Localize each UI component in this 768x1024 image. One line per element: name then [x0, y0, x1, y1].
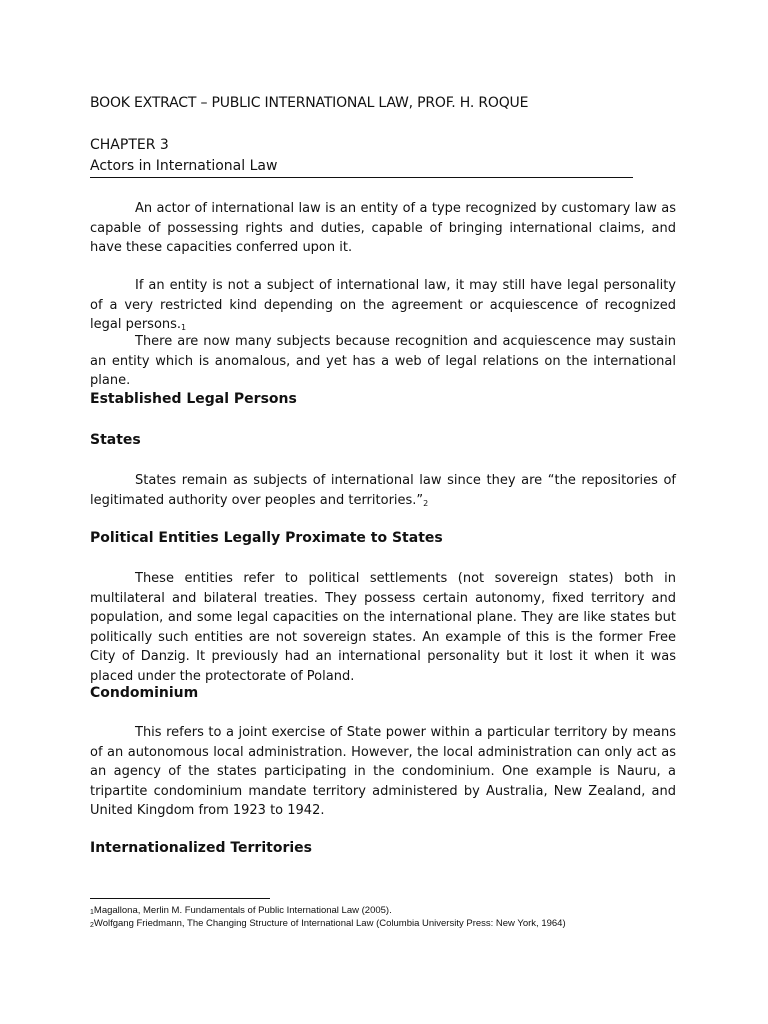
intro-paragraph-2 [90, 276, 676, 336]
political-entities-paragraph-text: These entities refer to political settlements (not sovereign states) both in multilateral and bilateral treaties. They possess certain autonomy, fixed territory and population, and some legal capacities on the international plane. They are like states but politically such entities are not sovereign states. An example of this is the former Free City of Danzig. It previously had an international personality but it lost it when it was placed under the protectorate of Poland. [90, 571, 676, 684]
section-heading-established: Established Legal Persons [90, 391, 297, 407]
states-paragraph-text: States remain as subjects of international law since they are “the repositories of legitimated authority over peoples and territories.” [90, 473, 676, 508]
chapter-title: Actors in International Law [90, 158, 633, 178]
section-heading-condominium: Condominium [90, 685, 199, 701]
intro-paragraph-1 [90, 199, 676, 258]
condominium-paragraph-text: This refers to a joint exercise of State power within a particular territory by means of an autonomous local administration. However, the local administration can only act as an agency of the states participating in the condominium. One example is Nauru, a tripartite condominium mandate territory administered by Australia, New Zealand, and United Kingdom from 1923 to 1942. [90, 725, 676, 818]
footnote-1-text: Magallona, Merlin M. Fundamentals of Public International Law (2005). [93, 905, 392, 916]
footnote-2-text: Wolfgang Friedmann, The Changing Structure of International Law (Columbia University Press: New York, 1964) [93, 918, 566, 929]
intro-paragraph-3-text: There are now many subjects because recognition and acquiescence may sustain an entity which is anomalous, and yet has a web of legal relations on the international plane. [90, 334, 676, 388]
intro-paragraph-3 [90, 332, 676, 391]
intro-paragraph-2-text: If an entity is not a subject of international law, it may still have legal personality of a very restricted kind depending on the agreement or acquiescence of recognized legal persons. [90, 278, 676, 332]
states-paragraph [90, 471, 676, 511]
condominium-paragraph [90, 723, 676, 821]
section-heading-states: States [90, 432, 141, 448]
footnote-2 [90, 918, 566, 931]
footnote-ref-1: 1 [181, 323, 187, 332]
footnote-ref-2: 2 [423, 498, 429, 508]
footnote-2-number: 2 [90, 922, 94, 929]
section-heading-internationalized-territories: Internationalized Territories [90, 840, 312, 856]
political-entities-paragraph [90, 569, 676, 686]
chapter-label: CHAPTER 3 [90, 137, 169, 153]
footnote-1 [90, 905, 392, 918]
book-title: BOOK EXTRACT – PUBLIC INTERNATIONAL LAW, PROF. H. ROQUE [90, 95, 529, 111]
section-heading-political-entities: Political Entities Legally Proximate to States [90, 530, 443, 546]
footnote-divider [90, 898, 270, 899]
footnote-1-number: 1 [90, 909, 94, 916]
intro-paragraph-1-text: An actor of international law is an entity of a type recognized by customary law as capable of possessing rights and duties, capable of bringing international claims, and have these capacities conferred upon it. [90, 201, 676, 255]
